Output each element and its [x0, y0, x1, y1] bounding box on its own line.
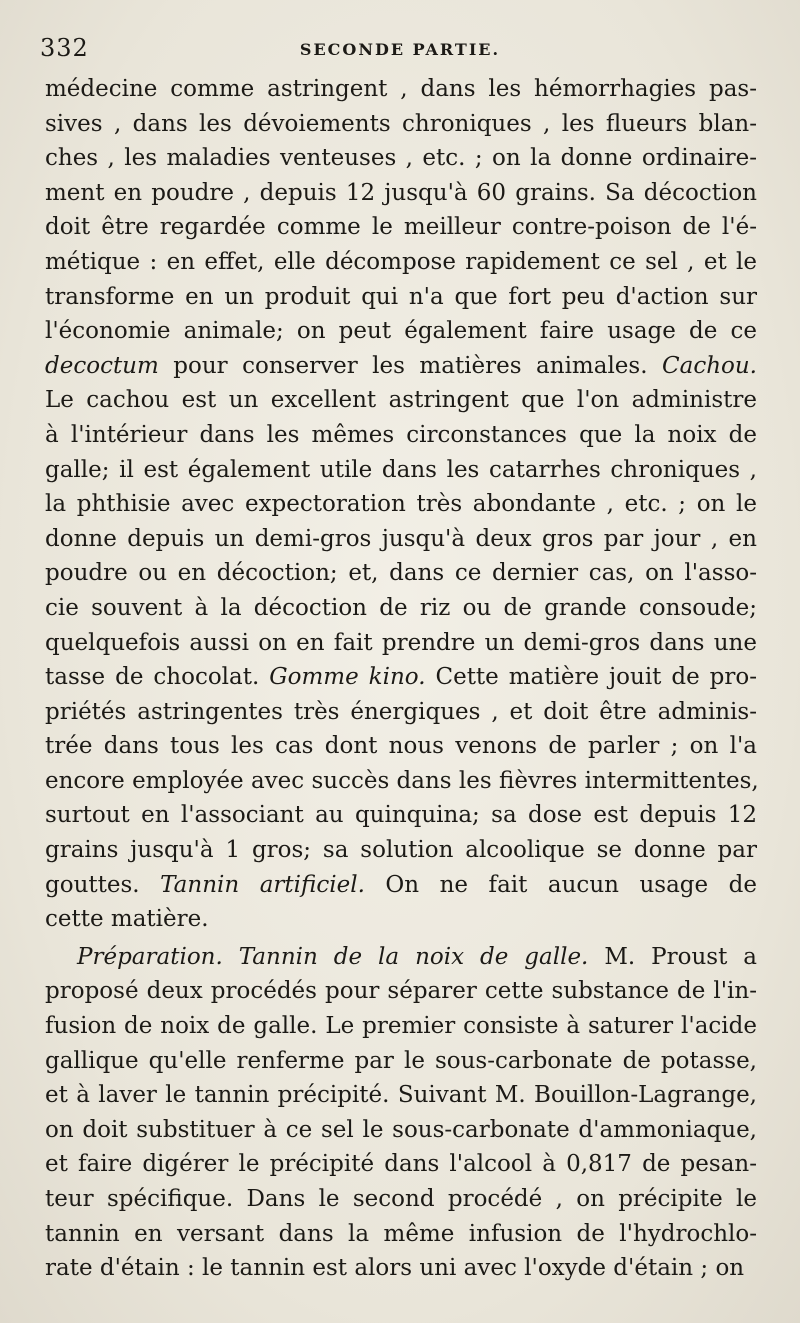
- italic-run: Tannin artificiel.: [160, 871, 365, 898]
- paragraph-preparation: [45, 940, 757, 1286]
- text-line: [45, 245, 757, 280]
- text-line: [45, 349, 757, 384]
- text-run: On ne fait aucun usage de: [364, 871, 757, 898]
- body-text: [45, 72, 757, 1286]
- text-run: M. Proust a: [588, 943, 757, 970]
- text-line: [45, 522, 757, 557]
- italic-run: Gomme kino.: [269, 664, 426, 691]
- text-line: [45, 314, 757, 349]
- text-run: la phthisie avec expectoration très abondante , etc. ; on le: [45, 491, 757, 518]
- text-run: quelquefois aussi on en fait prendre un demi-gros dans une: [45, 629, 757, 656]
- italic-run: Préparation. Tannin de la noix de galle.: [77, 943, 589, 970]
- text-line: [45, 176, 757, 211]
- text-run: teur spécifique. Dans le second procédé , on précipite le: [45, 1186, 757, 1212]
- running-head: SECONDE PARTIE.: [299, 40, 501, 59]
- text-run: cie souvent à la décoction de riz ou de grande consoude;: [45, 594, 757, 621]
- text-run: transforme en un produit qui n'a que fort peu d'action sur: [45, 283, 757, 310]
- text-line: [45, 1078, 757, 1113]
- text-line: [45, 591, 757, 626]
- text-line: [45, 940, 757, 975]
- text-run: galle; il est également utile dans les catarrhes chroniques ,: [45, 456, 757, 483]
- text-line: [45, 798, 757, 833]
- text-line: [45, 1113, 757, 1148]
- text-run: Cette matière jouit de pro-: [425, 664, 757, 691]
- text-line: [45, 902, 757, 937]
- text-line: [45, 764, 757, 799]
- text-line: [45, 660, 757, 695]
- text-line: [45, 626, 757, 661]
- text-line: [45, 1251, 757, 1286]
- text-line: [45, 1044, 757, 1079]
- text-run: pour conserver les matières animales.: [158, 352, 663, 379]
- text-run: on doit substituer à ce sel le sous-carbonate d'ammoniaque,: [45, 1116, 757, 1143]
- text-line: [45, 453, 757, 488]
- paragraph-cachou-kino: [45, 72, 757, 937]
- text-line: [45, 487, 757, 522]
- text-run: donne depuis un demi-gros jusqu'à deux gros par jour , en: [45, 525, 757, 552]
- text-line: [45, 107, 757, 142]
- text-run: ment en poudre , depuis 12 jusqu'à 60 grains. Sa décoction: [45, 179, 757, 206]
- text-line: [45, 868, 757, 903]
- text-line: [45, 141, 757, 176]
- text-run: doit être regardée comme le meilleur contre-poison de l'é-: [45, 214, 757, 241]
- text-line: [45, 556, 757, 591]
- text-line: [45, 383, 757, 418]
- italic-run: Cachou.: [662, 352, 757, 379]
- text-run: l'économie animale; on peut également faire usage de ce: [45, 318, 757, 345]
- text-line: [45, 280, 757, 315]
- text-run: encore employée avec succès dans les fièvres intermittentes,: [45, 767, 759, 794]
- text-run: fusion de noix de galle. Le premier consiste à saturer l'acide: [45, 1013, 757, 1040]
- text-run: surtout en l'associant au quinquina; sa dose est depuis 12: [45, 802, 757, 829]
- page-header: [40, 34, 760, 64]
- text-line: [45, 695, 757, 730]
- text-run: poudre ou en décoction; et, dans ce dernier cas, on l'asso-: [45, 560, 757, 587]
- text-run: tasse de chocolat.: [45, 664, 270, 691]
- text-run: gallique qu'elle renferme par le sous-carbonate de potasse,: [45, 1047, 757, 1074]
- text-run: gouttes.: [45, 871, 161, 898]
- text-run: Le cachou est un excellent astringent que l'on administre: [45, 387, 757, 414]
- text-line: [45, 974, 757, 1009]
- text-run: ches , les maladies venteuses , etc. ; on la donne ordinaire-: [45, 145, 757, 172]
- text-run: et à laver le tannin précipité. Suivant M. Bouillon-Lagrange,: [45, 1082, 757, 1109]
- text-line: [45, 1217, 757, 1252]
- text-run: trée dans tous les cas dont nous venons de parler ; on l'a: [45, 733, 757, 760]
- italic-run: decoctum: [45, 352, 159, 379]
- text-line: [45, 210, 757, 245]
- text-run: proposé deux procédés pour séparer cette substance de l'in-: [45, 978, 757, 1005]
- text-line: [45, 1009, 757, 1044]
- page-number: 332: [40, 34, 89, 62]
- text-run: cette matière.: [45, 906, 209, 933]
- text-line: [45, 72, 757, 107]
- text-run: métique : en effet, elle décompose rapidement ce sel , et le: [45, 248, 757, 275]
- text-run: médecine comme astringent , dans les hémorrhagies pas-: [45, 76, 757, 102]
- text-run: rate d'étain : le tannin est alors uni avec l'oxyde d'étain ; on: [45, 1255, 745, 1282]
- text-line: [45, 1182, 757, 1217]
- text-line: [45, 1147, 757, 1182]
- text-run: tannin en versant dans la même infusion de l'hydrochlo-: [45, 1220, 757, 1247]
- text-run: grains jusqu'à 1 gros; sa solution alcoolique se donne par: [45, 837, 757, 864]
- text-run: sives , dans les dévoiements chroniques , les flueurs blan-: [45, 110, 757, 137]
- text-line: [45, 418, 757, 453]
- text-run: et faire digérer le précipité dans l'alcool à 0,817 de pesan-: [45, 1151, 757, 1178]
- text-run: priétés astringentes très énergiques , et doit être adminis-: [45, 698, 757, 725]
- text-line: [45, 833, 757, 868]
- text-line: [45, 729, 757, 764]
- text-run: à l'intérieur dans les mêmes circonstances que la noix de: [45, 421, 757, 448]
